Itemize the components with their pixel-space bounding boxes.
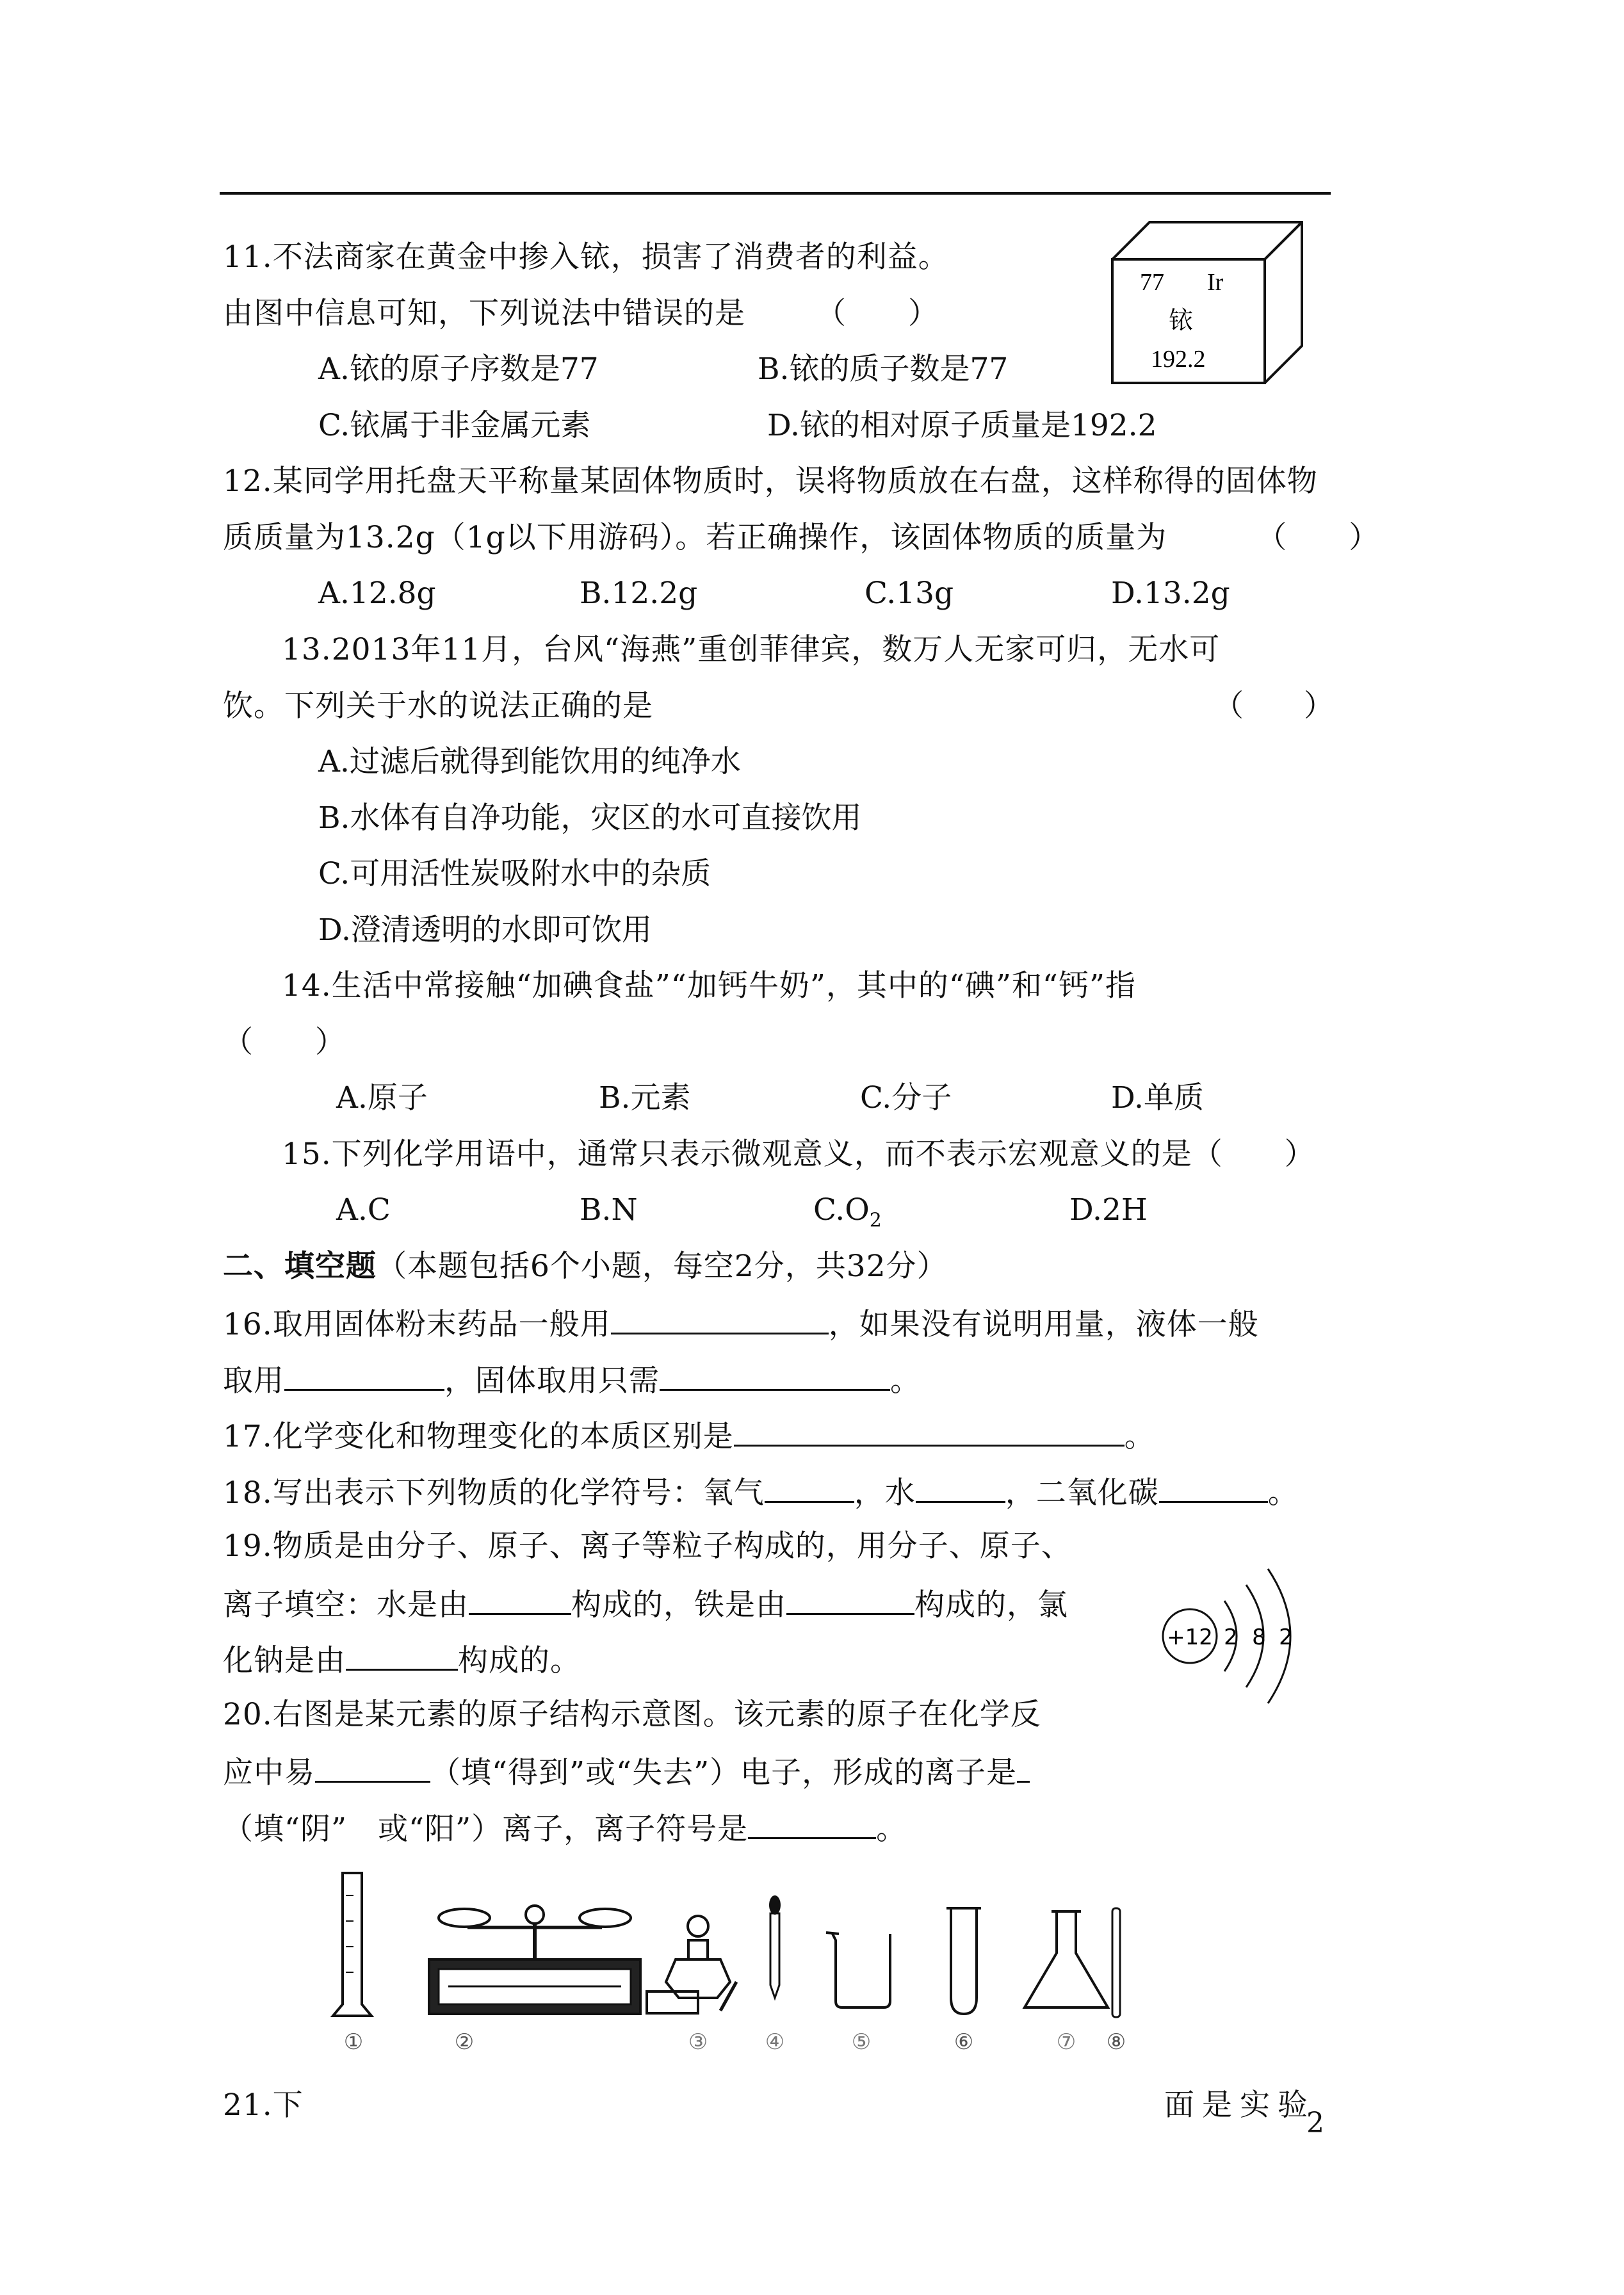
q19-line2: 离子填空：水是由 构成的，铁是由 构成的，氯: [223, 1584, 1068, 1625]
q16-blank-2[interactable]: [284, 1359, 444, 1391]
q18-blank-water[interactable]: [916, 1472, 1005, 1503]
section2-heading: [223, 1247, 948, 1286]
q16-blank-3[interactable]: [660, 1359, 890, 1391]
q14-option-a: A.原子: [336, 1080, 428, 1115]
graduated-cylinder-icon: [333, 1873, 371, 2016]
apparatus-label-5: ⑤: [851, 2029, 872, 2055]
apparatus-label-6: ⑥: [954, 2029, 974, 2055]
dropper-icon: [769, 1895, 781, 1998]
q13-option-c: C.可用活性炭吸附水中的杂质: [318, 856, 711, 891]
q13-line2: 饮。下列关于水的说法正确的是: [223, 688, 653, 724]
page-number: 2: [1306, 2107, 1324, 2139]
q14-option-d: D.单质: [1111, 1080, 1204, 1115]
q20-blank-ion-type[interactable]: [1017, 1751, 1030, 1783]
apparatus-label-7: ⑦: [1056, 2029, 1076, 2055]
q12-paren: （ ）: [1256, 520, 1380, 555]
apparatus-label-3: ③: [688, 2029, 708, 2055]
q18-line: 18.写出表示下列物质的化学符号：氧气 ，水 ，二氧化碳 。: [223, 1472, 1299, 1512]
q18-blank-co2[interactable]: [1159, 1472, 1268, 1503]
apparatus-label-4: ④: [765, 2029, 785, 2055]
q14-option-b: B.元素: [599, 1080, 691, 1115]
beaker-icon: [826, 1933, 890, 2007]
q19-blank-nacl[interactable]: [346, 1639, 458, 1671]
q18-blank-oxygen[interactable]: [765, 1472, 854, 1503]
q15-option-a: A.C: [336, 1192, 391, 1228]
test-tube-icon: [946, 1908, 981, 2014]
conical-flask-icon: [1025, 1911, 1108, 2007]
q16-line2: 取用 ，固体取用只需 。: [223, 1359, 921, 1400]
q15-option-d: D.2H: [1069, 1192, 1148, 1228]
q11-option-d: D.铱的相对原子质量是192.2: [767, 408, 1157, 443]
q12-line2: 质质量为13.2g（1g以下用游码）。若正确操作，该固体物质的质量为 （ ）: [223, 520, 1380, 555]
q20-blank-ion-symbol[interactable]: [748, 1808, 876, 1839]
q17-line: 17.化学变化和物理变化的本质区别是 。: [223, 1415, 1155, 1456]
q13-option-d: D.澄清透明的水即可饮用: [318, 912, 652, 948]
q11-option-c: C.铱属于非金属元素: [318, 408, 591, 443]
q19-blank-iron[interactable]: [786, 1584, 914, 1615]
apparatus-label-1: ①: [343, 2029, 364, 2055]
q14-option-c: C.分子: [860, 1080, 952, 1115]
q16-blank-1[interactable]: [611, 1303, 829, 1334]
q12-line1: 12.某同学用托盘天平称量某固体物质时，误将物质放在右盘，这样称得的固体物: [223, 464, 1318, 499]
glass-rod-icon: [1112, 1908, 1120, 2017]
q16-line1: 16.取用固体粉末药品一般用 ，如果没有说明用量，液体一般: [223, 1303, 1259, 1344]
q17-blank[interactable]: [734, 1415, 1125, 1447]
q11-paren: （ ）: [816, 296, 939, 331]
q13-line1: 13.2013年11月，台风“海燕”重创菲律宾，数万人无家可归，无水可: [282, 632, 1221, 667]
q21-start: 21.下: [223, 2088, 304, 2123]
nucleus-charge: +12: [1167, 1625, 1213, 1650]
q21-end: 面是实验: [1164, 2088, 1315, 2123]
element-symbol: Ir: [1207, 269, 1224, 296]
q11-option-a: A.铱的原子序数是77: [318, 352, 599, 387]
apparatus-label-2: ②: [454, 2029, 475, 2055]
q14-line1: 14.生活中常接触“加碘食盐”“加钙牛奶”，其中的“碘”和“钙”指: [282, 968, 1136, 1003]
header-rule: [220, 192, 1331, 195]
lab-apparatus-figure: [320, 1870, 1153, 2068]
q11-line2: 由图中信息可知，下列说法中错误的是 （ ）: [223, 296, 939, 331]
q13-option-b: B.水体有自净功能，灾区的水可直接饮用: [318, 800, 862, 836]
q11-line1: 11.不法商家在黄金中掺入铱，损害了消费者的利益。: [223, 239, 949, 275]
alcohol-lamp-icon: [666, 1916, 730, 1998]
q20-line3: （填“阴” 或“阳”）离子，离子符号是 。: [223, 1808, 907, 1849]
q19-line3: 化钠是由 构成的。: [223, 1639, 581, 1680]
iridium-element-card: [1111, 221, 1303, 384]
q13-option-a: A.过滤后就得到能饮用的纯净水: [318, 744, 741, 779]
q12-option-a: A.12.8g: [318, 576, 436, 611]
q14-paren: （ ）: [223, 1025, 346, 1060]
shell-3-electrons: 2: [1279, 1625, 1293, 1650]
q12-option-b: B.12.2g: [580, 576, 698, 611]
q20-line2: 应中易 （填“得到”或“失去”）电子，形成的离子是: [223, 1751, 1030, 1792]
q15-option-c: $C.O_2$: [813, 1192, 882, 1232]
q19-blank-water[interactable]: [469, 1584, 571, 1615]
q13-paren: （ ）: [1214, 688, 1334, 724]
atom-structure-diagram: [1153, 1550, 1326, 1723]
q15-line1: 15.下列化学用语中，通常只表示微观意义，而不表示宏观意义的是（ ）: [282, 1137, 1315, 1172]
q12-option-d: D.13.2g: [1111, 576, 1230, 611]
q11-option-b: B.铱的质子数是77: [758, 352, 1009, 387]
q20-blank-electron[interactable]: [315, 1751, 430, 1783]
element-name: 铱: [1169, 306, 1194, 334]
shell-1-electrons: 2: [1224, 1625, 1238, 1650]
apparatus-label-8: ⑧: [1106, 2029, 1126, 2055]
shell-2-electrons: 8: [1252, 1625, 1266, 1650]
q15-option-b: B.N: [580, 1192, 638, 1228]
section2-note: （本题包括6个小题，每空2分，共32分）: [377, 1249, 948, 1284]
element-mass: 192.2: [1151, 346, 1206, 373]
element-number: 77: [1140, 269, 1164, 296]
q12-option-c: C.13g: [865, 576, 954, 611]
section2-title: 二、填空题: [223, 1249, 377, 1284]
q19-line1: 19.物质是由分子、原子、离子等粒子构成的，用分子、原子、: [223, 1529, 1072, 1564]
q20-line1: 20.右图是某元素的原子结构示意图。该元素的原子在化学反: [223, 1697, 1041, 1732]
